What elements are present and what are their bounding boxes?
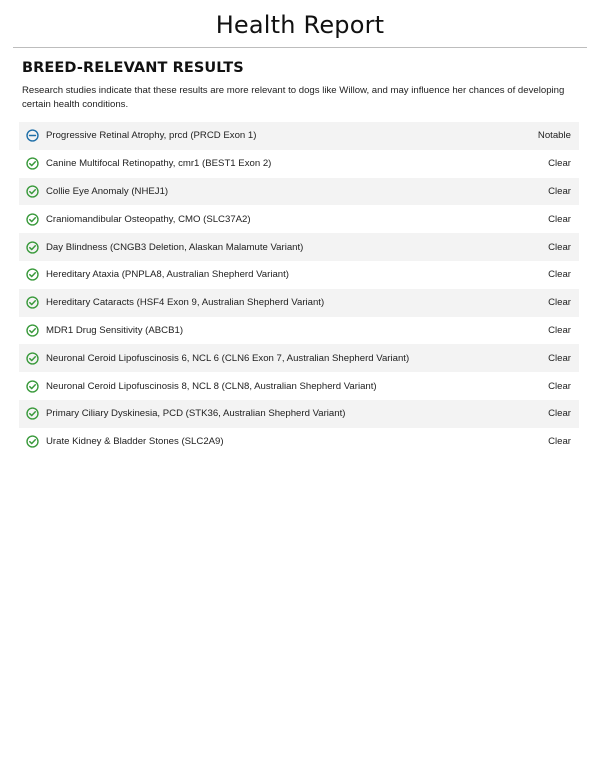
result-name: Neuronal Ceroid Lipofuscinosis 6, NCL 6 (CLN6 Exon 7, Australian Shepherd Variant) [46,352,410,364]
result-name: Canine Multifocal Retinopathy, cmr1 (BEST1 Exon 2) [46,158,272,170]
result-status: Notable [537,130,571,142]
result-name: Hereditary Ataxia (PNPLA8, Australian Shepherd Variant) [46,269,289,281]
section-description: Research studies indicate that these results are more relevant to dogs like Willow, and may influence her chances of developing certain health conditions. [22,85,565,110]
result-name: Hereditary Cataracts (HSF4 Exon 9, Australian Shepherd Variant) [46,297,325,309]
check-circle-icon [25,296,39,310]
section-heading: BREED-RELEVANT RESULTS [22,60,244,76]
result-name: Craniomandibular Osteopathy, CMO (SLC37A2) [46,213,251,225]
result-status: Clear [548,436,571,448]
result-name: Primary Ciliary Dyskinesia, PCD (STK36, Australian Shepherd Variant) [46,408,346,420]
result-row[interactable] [19,205,579,233]
page-title: Health Report [215,11,385,39]
result-row[interactable] [19,344,579,372]
check-circle-icon [25,323,39,337]
check-circle-icon [25,351,39,365]
check-circle-icon [25,240,39,254]
result-status: Clear [548,269,571,281]
result-status: Clear [548,185,571,197]
result-name: MDR1 Drug Sensitivity (ABCB1) [46,324,184,336]
check-circle-icon [25,184,39,198]
check-circle-icon [25,407,39,421]
check-circle-icon [25,435,39,449]
results-list [19,122,579,456]
result-row[interactable] [19,178,579,206]
result-status: Clear [548,213,571,225]
result-row[interactable] [19,317,579,345]
result-status: Clear [548,241,571,253]
result-row[interactable] [19,400,579,428]
result-name: Neuronal Ceroid Lipofuscinosis 8, NCL 8 (CLN8, Australian Shepherd Variant) [46,380,377,392]
result-row[interactable] [19,372,579,400]
result-row[interactable] [19,122,579,150]
result-status: Clear [548,380,571,392]
result-name: Progressive Retinal Atrophy, prcd (PRCD Exon 1) [46,130,257,142]
result-status: Clear [548,352,571,364]
result-name: Day Blindness (CNGB3 Deletion, Alaskan Malamute Variant) [46,241,304,253]
check-circle-icon [25,212,39,226]
page-header [13,0,587,48]
result-name: Urate Kidney & Bladder Stones (SLC2A9) [46,436,224,448]
check-circle-icon [25,157,39,171]
minus-circle-icon [25,129,39,143]
result-row[interactable] [19,233,579,261]
check-circle-icon [25,268,39,282]
result-row[interactable] [19,289,579,317]
result-row[interactable] [19,150,579,178]
result-row[interactable] [19,261,579,289]
result-status: Clear [548,408,571,420]
check-circle-icon [25,379,39,393]
result-status: Clear [548,324,571,336]
result-status: Clear [548,297,571,309]
breed-relevant-section [22,48,578,456]
result-status: Clear [548,158,571,170]
result-name: Collie Eye Anomaly (NHEJ1) [46,185,169,197]
result-row[interactable] [19,428,579,456]
